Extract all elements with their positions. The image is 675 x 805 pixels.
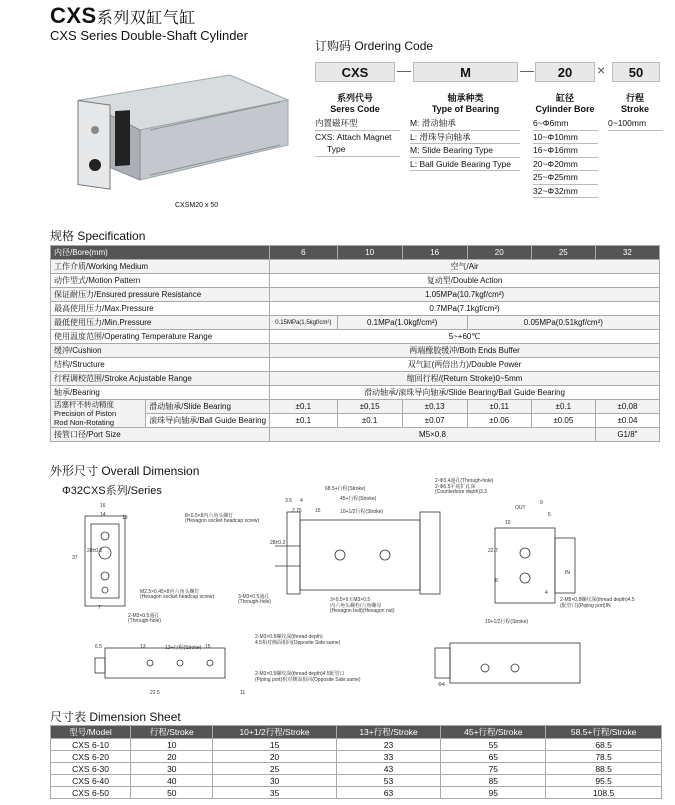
title-cn: 系列双缸气缸 — [96, 10, 196, 27]
spec-row-port: 接管口径/Port Size M5×0.8 G1/8" — [51, 428, 660, 442]
photo-caption: CXSM20 x 50 — [175, 202, 219, 209]
dim-row: CXS 6-10 10 15 23 55 68.5 — [51, 739, 662, 751]
code-box-bearing: M — [413, 62, 518, 82]
spec-row: 行程调校范围/Stroke Acjustable Range 缩回行程/(Return Stroke)0~5mm — [51, 372, 660, 386]
oc-list-series: 内置磁环型 CXS: Attach Magnet Type — [315, 117, 400, 157]
spec-table — [50, 245, 660, 442]
dim-sheet-title: 尺寸表 Dimension Sheet — [50, 710, 181, 724]
code-sep-x: × — [597, 62, 606, 78]
spec-row: 工作介质/Working Medium 空气/Air — [51, 260, 660, 274]
dim-row: CXS 6-40 40 30 53 85 95.5 — [51, 775, 662, 787]
spec-row: 最低使用压力/Min.Pressure 0.15MPa(1.5kgf/cm²) 0.1MPa(1.0kgf/cm²) 0.05MPa(0.51kgf/cm²) — [51, 316, 660, 330]
spec-row: 最高使用压力/Max.Pressure 0.7MPa(7.1kgf/cm²) — [51, 302, 660, 316]
spec-row: 结构/Structure 双气缸(两倍出力)/Double Power — [51, 358, 660, 372]
code-sep-dash: — — [397, 62, 411, 78]
code-box-stroke: 50 — [612, 62, 660, 82]
dim-row: CXS 6-30 30 25 43 75 88.5 — [51, 763, 662, 775]
oc-head-stroke: 行程 Stroke — [620, 93, 649, 114]
oc-list-bearing: M: 滑动轴承 L: 滑珠导向轴承 M: Slide Bearing Type L: Ball Guide Bearing Type — [410, 117, 520, 171]
oc-head-series: 系列代号 Seres Code — [330, 93, 380, 114]
page-subtitle: CXS Series Double-Shaft Cylinder — [50, 28, 248, 43]
oc-head-bearing: 轴承种类 Type of Bearing — [431, 93, 500, 114]
code-sep-dash-2: — — [520, 62, 534, 78]
product-photo — [60, 70, 290, 200]
title-bold: CXS — [50, 3, 97, 28]
spec-row-precision-ball: 滚珠导向轴承/Ball Guide Bearing ±0.1 ±0.1 ±0.07 ±0.06 ±0.05 ±0.04 — [51, 414, 660, 428]
page-title — [50, 3, 196, 29]
dimension-series: Φ32CXS系列/Series — [62, 485, 162, 497]
precision-label: 活塞杆不转动精度 Precision of Piston Rod Non-Rotating — [51, 400, 146, 428]
oc-list-stroke: 0~100mm — [608, 117, 663, 131]
ordering-code-title: 订购码 Ordering Code — [315, 39, 434, 53]
dim-header-row: 型号/Model 行程/Stroke 10+1/2行程/Stroke 13+行程/Stroke 45+行程/Stroke 58.5+行程/Stroke — [51, 726, 662, 739]
spec-title: 规格 Specification — [50, 229, 146, 243]
code-box-bore: 20 — [535, 62, 595, 82]
spec-row: 保证耐压力/Ensured pressure Resistance 1.05MPa(10.7kgf/cm²) — [51, 288, 660, 302]
spec-row: 轴承/Bearing 滑动轴承/滚珠导向轴承/Slide Bearing/Ball Guide Bearing — [51, 386, 660, 400]
spec-row: 使用温度范围/Operating Temperature Range 5~+60℃ — [51, 330, 660, 344]
dim-row: CXS 6-50 50 35 63 95 108.5 — [51, 787, 662, 799]
oc-head-bore: 缸径 Cylinder Bore — [535, 93, 595, 114]
spec-row: 动作型式/Motion Pattern 复动型/Double Action — [51, 274, 660, 288]
spec-header-row: 内径/Bore(mm) 6 10 16 20 25 32 — [51, 246, 660, 260]
spec-row: 缓冲/Cushion 两端橡胶缓冲/Both Ends Buffer — [51, 344, 660, 358]
spec-row-precision-slide: 活塞杆不转动精度 Precision of Piston Rod Non-Rotating 滑动轴承/Slide Bearing ±0.1 ±0.15 ±0.13 ±0.11 ±0.1 ±0.08 — [51, 400, 660, 414]
dim-row: CXS 6-20 20 20 33 65 78.5 — [51, 751, 662, 763]
oc-list-bore: 6~Φ6mm 10~Φ10mm 16~Φ16mm 20~Φ20mm 25~Φ25mm 32~Φ32mm — [533, 117, 598, 198]
dimension-title: 外形尺寸 Overall Dimension — [50, 464, 200, 478]
code-box-series: CXS — [315, 62, 395, 82]
dim-sheet-table — [50, 725, 662, 799]
